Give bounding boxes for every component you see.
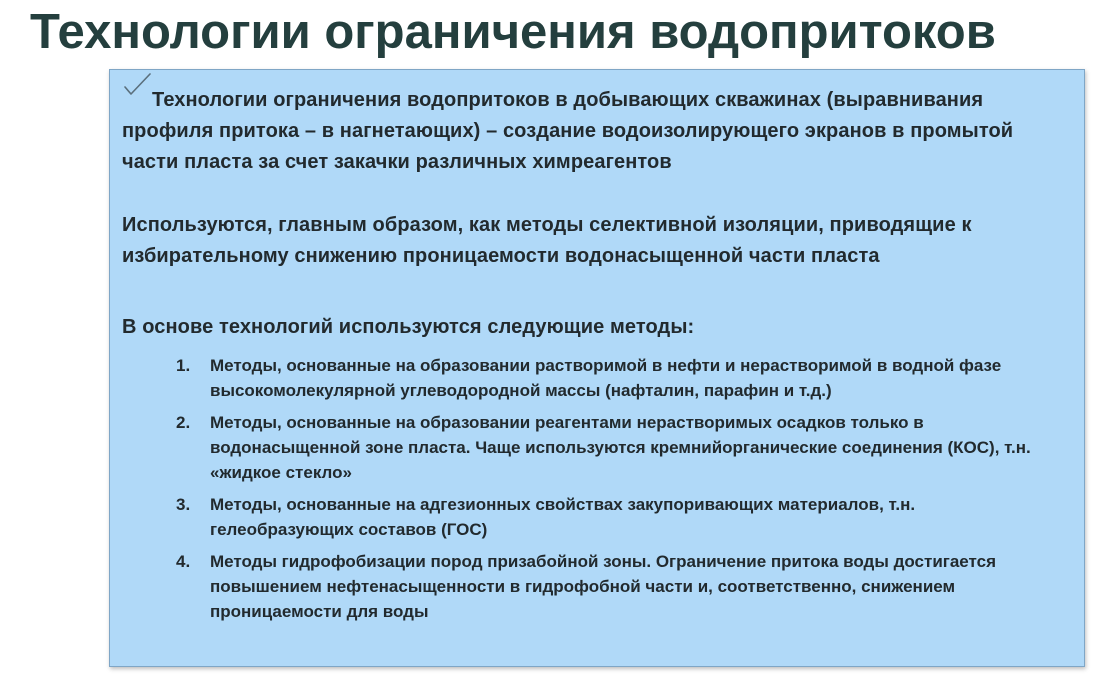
method-text: Методы, основанные на образовании растворимой в нефти и нерастворимой в водной фазе высокомолекулярной углеводородной массы (нафталин, парафин и т.д.) [210, 356, 1002, 400]
content-box [109, 69, 1085, 667]
slide-title: Технологии ограничения водопритоков [30, 5, 996, 59]
methods-heading: В основе технологий используются следующие методы: [122, 316, 695, 338]
usage-paragraph: Используются, главным образом, как методы селективной изоляции, приводящие к избирательному снижению проницаемости водонасыщенной части пласта [122, 214, 972, 267]
method-number: 1. [176, 356, 191, 375]
methods-list [158, 353, 1060, 631]
method-text: Методы гидрофобизации пород призабойной зоны. Ограничение притока воды достигается повышением нефтенасыщенности в гидрофобной части и, соответственно, снижением проницаемости для воды [210, 552, 997, 621]
intro-paragraph: Технологии ограничения водопритоков в добывающих скважинах (выравнивания профиля притока – в нагнетающих) – создание водоизолирующего экранов в промытой части пласта за счет закачки различных химреагентов [122, 89, 1014, 173]
method-item-3 [158, 492, 1060, 542]
method-item-2 [158, 410, 1060, 485]
method-number: 4. [176, 552, 191, 571]
method-number: 2. [176, 413, 191, 432]
method-text: Методы, основанные на адгезионных свойствах закупоривающих материалов, т.н. гелеобразующих составов (ГОС) [210, 495, 916, 539]
method-item-4 [158, 549, 1060, 624]
method-text: Методы, основанные на образовании реагентами нерастворимых осадков только в водонасыщенной зоне пласта. Чаще используются кремнийорганические соединения (КОС), т.н. «жидкое стекло» [210, 413, 1031, 482]
method-number: 3. [176, 495, 191, 514]
method-item-1 [158, 353, 1060, 403]
